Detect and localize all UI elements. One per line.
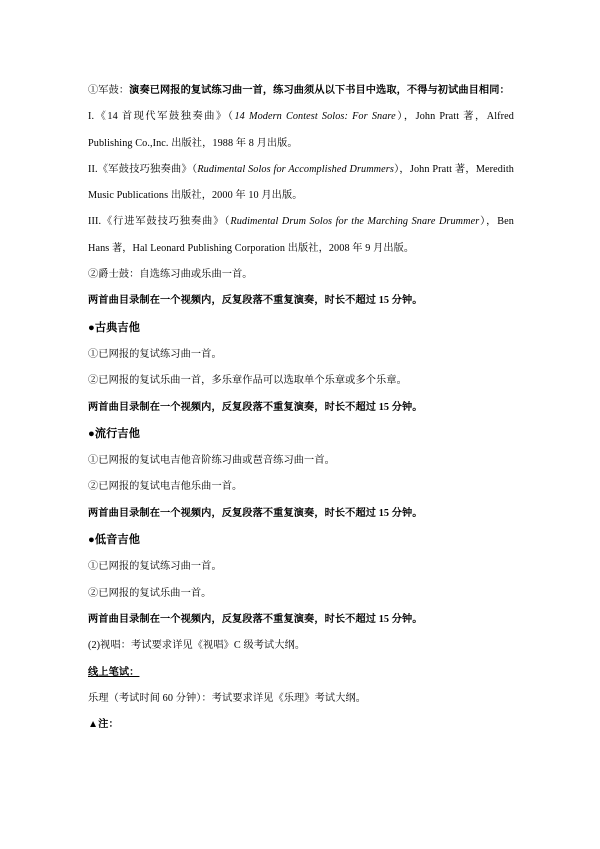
paragraph-pop-guitar-1 <box>88 448 514 474</box>
heading-online-written-exam <box>88 660 514 686</box>
paragraph-book-reference-3-segment: III.《行进军鼓技巧独奏曲》（ <box>88 216 231 228</box>
paragraph-recording-rule-2 <box>88 395 514 421</box>
paragraph-pop-guitar-2 <box>88 474 514 500</box>
document-body <box>88 78 514 738</box>
paragraph-music-theory-segment: 乐理（考试时间 60 分钟）：考试要求详见《乐理》考试大纲。 <box>88 692 367 704</box>
paragraph-book-reference-2-segment: ），John Pratt 著，Meredith Music Publications 出版社，2000 年 10 月出版。 <box>88 163 514 202</box>
paragraph-book-reference-1 <box>88 104 514 157</box>
paragraph-pop-guitar-1-segment: ①已网报的复试电吉他音阶练习曲或琶音练习曲一首。 <box>88 455 335 467</box>
paragraph-book-reference-3-segment: Rudimental Drum Solos for the Marching Snare Drummer <box>230 216 480 228</box>
paragraph-sight-singing <box>88 633 514 659</box>
paragraph-recording-rule-4-segment: 两首曲目录制在一个视频内，反复段落不重复演奏，时长不超过 15 分钟。 <box>88 613 423 625</box>
paragraph-classical-guitar-2-segment: ②已网报的复试乐曲一首，多乐章作品可以选取单个乐章或多个乐章。 <box>88 375 407 387</box>
heading-classical-guitar-segment: ●古典吉他 <box>88 321 141 334</box>
paragraph-book-reference-2-segment: II.《军鼓技巧独奏曲》（ <box>88 163 198 175</box>
paragraph-sight-singing-segment: (2)视唱：考试要求详见《视唱》C 级考试大纲。 <box>88 640 306 652</box>
paragraph-recording-rule-1-segment: 两首曲目录制在一个视频内，反复段落不重复演奏，时长不超过 15 分钟。 <box>88 295 423 307</box>
paragraph-note-marker <box>88 712 514 738</box>
paragraph-book-reference-1-segment: ），John Pratt 著，Alfred Publishing Co.,Inc. 出版社，1988 年 8 月出版。 <box>88 111 514 149</box>
paragraph-jazz-drum-segment: ②爵士鼓：自选练习曲或乐曲一首。 <box>88 269 253 281</box>
heading-pop-guitar <box>88 421 514 448</box>
paragraph-book-reference-2 <box>88 157 514 210</box>
paragraph-classical-guitar-1-segment: ①已网报的复试练习曲一首。 <box>88 348 222 360</box>
paragraph-recording-rule-2-segment: 两首曲目录制在一个视频内，反复段落不重复演奏，时长不超过 15 分钟。 <box>88 401 423 413</box>
paragraph-book-reference-3 <box>88 209 514 262</box>
paragraph-military-drum <box>88 78 514 104</box>
paragraph-recording-rule-3 <box>88 501 514 527</box>
paragraph-music-theory <box>88 686 514 712</box>
paragraph-bass-guitar-1 <box>88 554 514 580</box>
paragraph-jazz-drum <box>88 262 514 288</box>
heading-classical-guitar <box>88 315 514 342</box>
heading-bass-guitar <box>88 527 514 554</box>
paragraph-bass-guitar-2-segment: ②已网报的复试乐曲一首。 <box>88 587 212 599</box>
paragraph-recording-rule-1 <box>88 288 514 314</box>
heading-bass-guitar-segment: ●低音吉他 <box>88 534 141 547</box>
heading-pop-guitar-segment: ●流行吉他 <box>88 427 141 440</box>
paragraph-military-drum-segment: ①军鼓： <box>88 85 130 96</box>
paragraph-classical-guitar-1 <box>88 342 514 368</box>
paragraph-book-reference-3-segment: ），Ben Hans 著，Hal Leonard Publishing Corporation 出版社，2008 年 9 月出版。 <box>88 216 514 254</box>
paragraph-classical-guitar-2 <box>88 368 514 394</box>
paragraph-recording-rule-4 <box>88 607 514 633</box>
heading-online-written-exam-segment: 线上笔试： <box>88 666 140 678</box>
paragraph-pop-guitar-2-segment: ②已网报的复试电吉他乐曲一首。 <box>88 481 243 493</box>
paragraph-military-drum-segment: 演奏已网报的复试练习曲一首，练习曲须从以下书目中选取，不得与初试曲目相同： <box>129 85 510 96</box>
paragraph-book-reference-1-segment: 14 Modern Contest Solos: For Snare <box>234 111 396 123</box>
paragraph-bass-guitar-1-segment: ①已网报的复试练习曲一首。 <box>88 561 222 573</box>
paragraph-book-reference-2-segment: Rudimental Solos for Accomplished Drummers <box>197 163 394 175</box>
paragraph-book-reference-1-segment: I.《14 首现代军鼓独奏曲》（ <box>88 111 235 123</box>
paragraph-recording-rule-3-segment: 两首曲目录制在一个视频内，反复段落不重复演奏，时长不超过 15 分钟。 <box>88 507 423 519</box>
paragraph-note-marker-segment: ▲注： <box>88 719 119 731</box>
paragraph-bass-guitar-2 <box>88 581 514 607</box>
